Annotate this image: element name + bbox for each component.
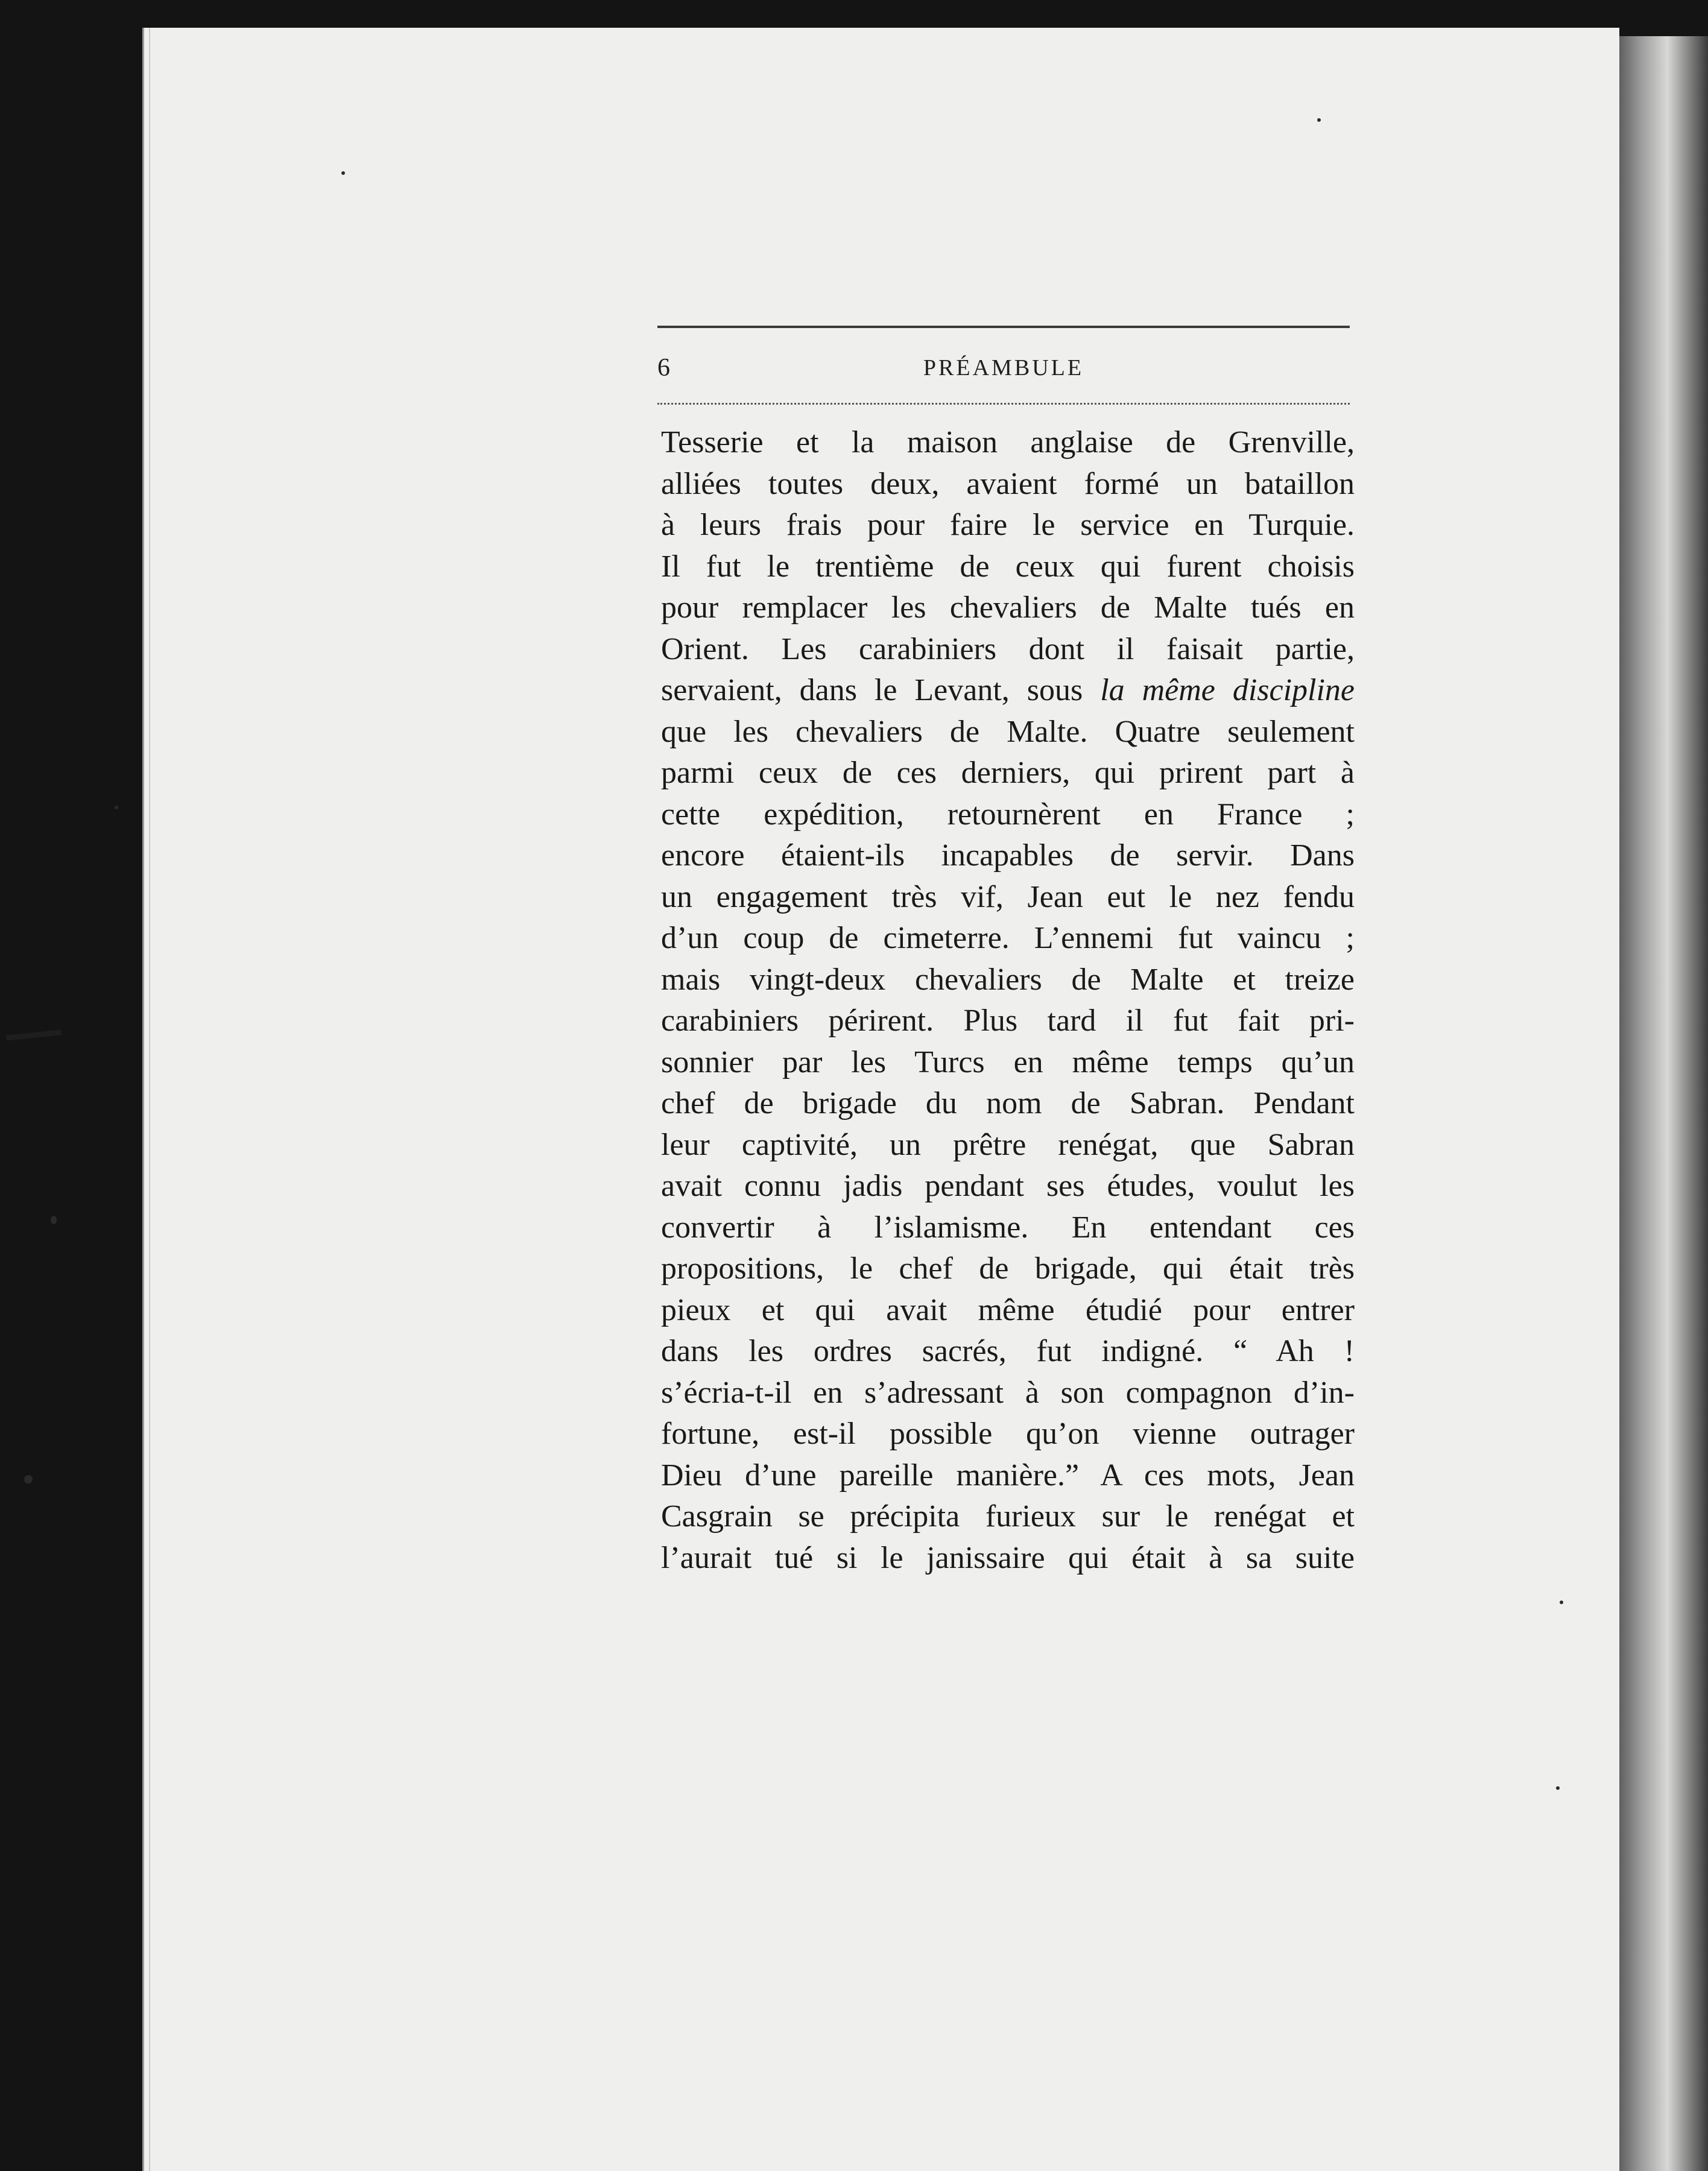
- text-line-content: mais vingt-deux chevaliers de Malte et treize: [661, 962, 1355, 997]
- text-line-content: dans les ordres sacrés, fut indigné. “ Ah !: [661, 1334, 1355, 1368]
- text-line-content: pour remplacer les chevaliers de Malte tués en: [661, 590, 1355, 625]
- text-line: [661, 1290, 1355, 1332]
- text-line-content: alliées toutes deux, avaient formé un bataillon: [661, 466, 1355, 501]
- text-line: [661, 546, 1355, 588]
- text-line-content: que les chevaliers de Malte. Quatre seulement: [661, 714, 1355, 749]
- text-line: [661, 1207, 1355, 1249]
- text-line: [661, 1496, 1355, 1538]
- text-line-content: Orient. Les carabiniers dont il faisait partie,: [661, 631, 1355, 666]
- text-line-italic: la même discipline: [1100, 673, 1355, 707]
- text-line: [661, 1248, 1355, 1290]
- text-line-content: s’écria-t-il en s’adressant à son compagnon d’in-: [661, 1375, 1355, 1410]
- text-line: [661, 464, 1355, 505]
- page-edge-line: [149, 28, 150, 2171]
- header-rule-bottom: [657, 403, 1350, 405]
- text-line: [661, 959, 1355, 1001]
- text-line: [661, 835, 1355, 877]
- text-line-content: Tesserie et la maison anglaise de Grenville,: [661, 425, 1355, 460]
- margin-mark-left: [6, 1029, 62, 1041]
- text-line-content: à leurs frais pour faire le service en Turquie.: [661, 508, 1355, 542]
- book-spine-shadow: [1618, 36, 1708, 2171]
- text-line: [661, 877, 1355, 918]
- text-line: [661, 1538, 1355, 1579]
- text-line: [661, 1083, 1355, 1125]
- text-line: [661, 1373, 1355, 1414]
- text-line: [661, 794, 1355, 836]
- text-line-content: servaient, dans le Levant, sous: [661, 673, 1101, 707]
- speck: [115, 806, 118, 809]
- text-line: [661, 1166, 1355, 1207]
- running-head: PRÉAMBULE: [923, 355, 1084, 381]
- text-line: [661, 422, 1355, 464]
- text-line-content: sonnier par les Turcs en même temps qu’un: [661, 1044, 1355, 1079]
- text-line: [661, 1455, 1355, 1497]
- speck: [1560, 1601, 1563, 1604]
- text-line: [661, 1331, 1355, 1373]
- text-line: [661, 1414, 1355, 1455]
- text-line: [661, 712, 1355, 753]
- text-line: [661, 587, 1355, 629]
- text-line-content: Casgrain se précipita furieux sur le renégat et: [661, 1499, 1355, 1534]
- text-line-content: carabiniers périrent. Plus tard il fut fait pri-: [661, 1003, 1355, 1038]
- text-line-content: Dieu d’une pareille manière.” A ces mots, Jean: [661, 1458, 1355, 1493]
- speck: [341, 171, 345, 175]
- text-line: [661, 670, 1355, 712]
- text-line-content: leur captivité, un prêtre renégat, que Sabran: [661, 1127, 1355, 1162]
- text-line: [661, 918, 1355, 959]
- text-line: [661, 753, 1355, 794]
- text-line-content: d’un coup de cimeterre. L’ennemi fut vaincu ;: [661, 921, 1355, 955]
- speck: [24, 1475, 33, 1484]
- speck: [1317, 118, 1321, 122]
- text-line-content: convertir à l’islamisme. En entendant ces: [661, 1210, 1355, 1245]
- text-line-content: parmi ceux de ces derniers, qui prirent part à: [661, 756, 1355, 790]
- text-line-content: encore étaient-ils incapables de servir. Dans: [661, 838, 1355, 873]
- text-line-content: Il fut le trentième de ceux qui furent choisis: [661, 549, 1355, 584]
- text-line-content: fortune, est-il possible qu’on vienne outrager: [661, 1417, 1355, 1451]
- text-line-content: l’aurait tué si le janissaire qui était à sa suite: [661, 1540, 1355, 1575]
- text-line: [661, 629, 1355, 671]
- speck: [51, 1216, 57, 1224]
- page-number: 6: [657, 354, 670, 382]
- text-line-content: avait connu jadis pendant ses études, voulut les: [661, 1169, 1355, 1203]
- text-line: [661, 1125, 1355, 1166]
- text-line-content: pieux et qui avait même étudié pour entrer: [661, 1292, 1355, 1327]
- text-line-content: propositions, le chef de brigade, qui était très: [661, 1251, 1355, 1286]
- text-line: [661, 505, 1355, 546]
- text-line-content: cette expédition, retournèrent en France ;: [661, 797, 1355, 832]
- text-line: [661, 1000, 1355, 1042]
- speck: [1556, 1786, 1560, 1790]
- header-rule-top: [657, 326, 1350, 328]
- text-line-content: chef de brigade du nom de Sabran. Pendant: [661, 1086, 1355, 1120]
- text-line-content: un engagement très vif, Jean eut le nez fendu: [661, 879, 1355, 914]
- body-text: [661, 422, 1355, 1579]
- text-line: [661, 1042, 1355, 1084]
